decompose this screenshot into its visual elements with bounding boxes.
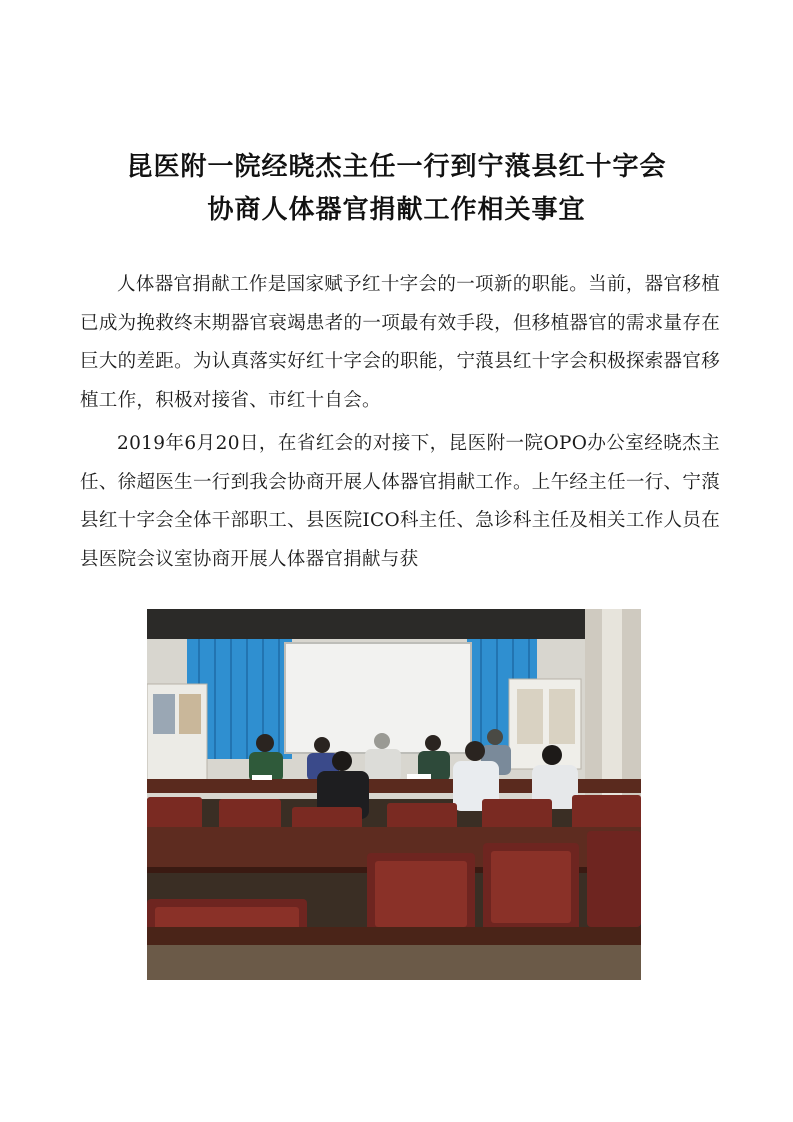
- document-title-line-1: 昆医附一院经晓杰主任一行到宁蒗县红十字会: [126, 152, 667, 182]
- meeting-photo: [147, 609, 641, 980]
- ceiling: [147, 609, 641, 639]
- floor: [147, 939, 641, 980]
- document-title-line-2: 协商人体器官捐献工作相关事宜: [207, 195, 586, 225]
- paragraph-2: 2019年6月20日，在省红会的对接下，昆医附一院OPO办公室经晓杰主任、徐超医生一行到我会协商开展人体器官捐献工作。上午经主任一行、宁蒗县红十字会全体干部职工、县医院ICO科主任、急诊科主任及相关工作人员在县医院会议室协商开展人体器官捐献与获: [80, 433, 720, 570]
- paragraph-1: 人体器官捐献工作是国家赋予红十字会的一项新的职能。当前，器官移植已成为挽救终末期器官衰竭患者的一项最有效手段，但移植器官的需求量存在巨大的差距。为认真落实好红十字会的职能，宁蒗县红十字会积极探索器官移植工作，积极对接省、市红十自会。: [80, 274, 720, 411]
